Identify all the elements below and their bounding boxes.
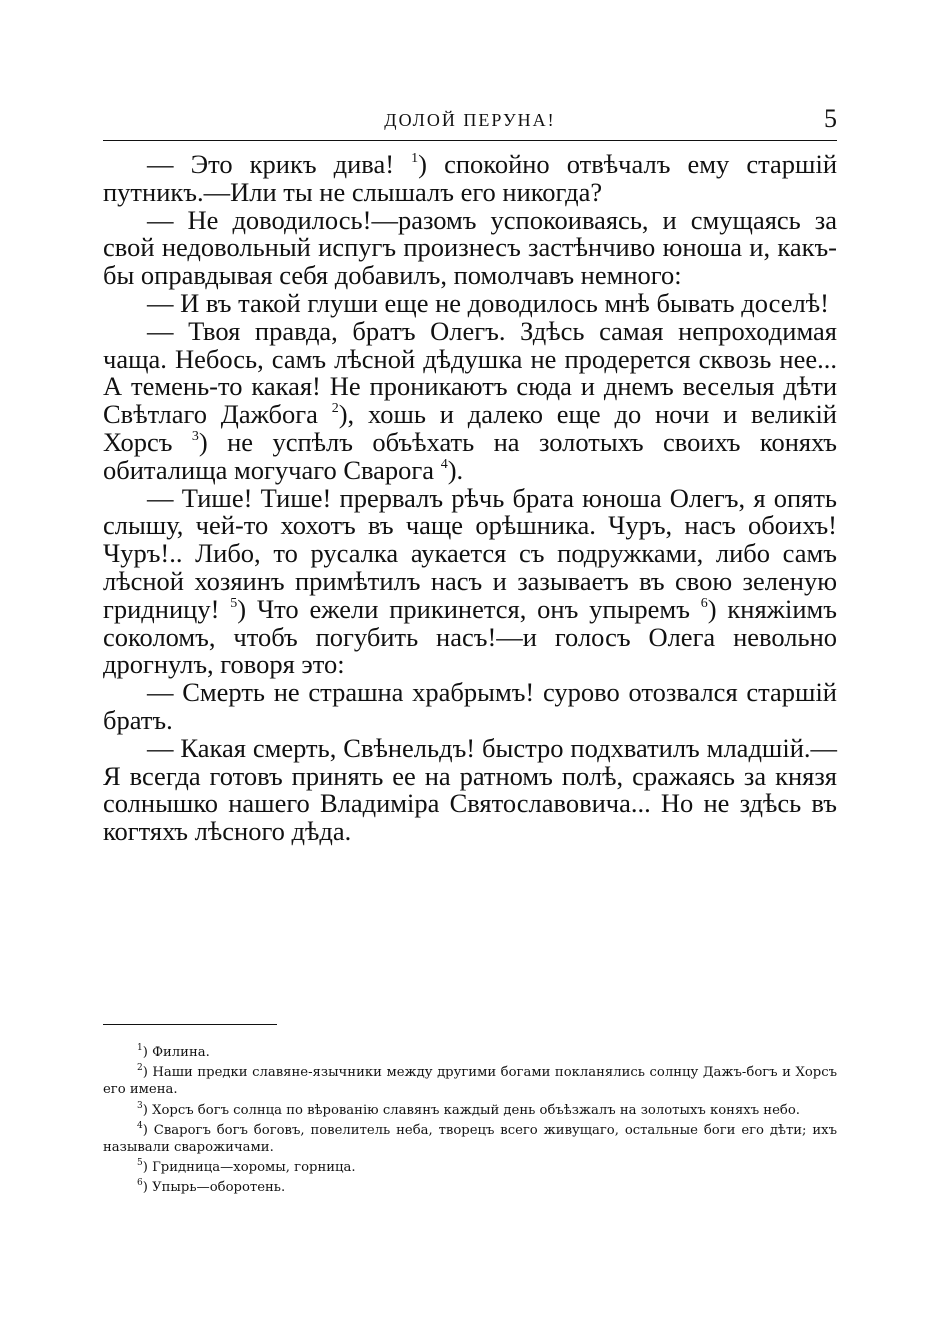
paragraph: [103, 732, 837, 847]
text-run: ) не успѣлъ объѣхать на золотыхъ своихъ коняхъ обиталища могучаго Сварога: [103, 426, 838, 485]
footnote-text: ) Наши предки славяне-язычники между другими богами покланялись солнцу Дажъ-богъ и Хорсъ его имена.: [103, 1065, 837, 1098]
running-header: [103, 104, 837, 136]
footnote-text: ) Филина.: [142, 1045, 210, 1060]
paragraph: [103, 287, 837, 318]
footnote-mark: 5: [137, 1158, 143, 1169]
paragraph: [103, 679, 837, 735]
footnote: [103, 1102, 837, 1119]
footnote-mark: 6: [137, 1178, 143, 1189]
text-run: ), хошь и далеко еще до ночи и великій Хорсъ: [103, 399, 837, 457]
running-title: ДОЛОЙ ПЕРУНА!: [384, 110, 556, 130]
page-number: 5: [824, 104, 837, 133]
text-run: ) спокойно отвѣчалъ ему старшій путникъ.—Или ты не слышалъ его никогда?: [103, 149, 838, 207]
text-run: ) Что ежели прикинется, онъ упыремъ: [237, 593, 701, 624]
paragraph: [103, 151, 837, 207]
footnote: [103, 1064, 837, 1098]
footnote-mark: 3: [137, 1100, 143, 1111]
footnote-mark: 4: [137, 1120, 143, 1131]
text-run: — Тише! Тише! прервалъ рѣчь брата юноша Олегъ, я опять слышу, чей-то хохотъ въ чаще орѣшника. Чуръ, насъ обоихъ! Чуръ!.. Либо, то русалка аукается съ подружками, либо самъ лѣсной хозяинъ примѣтилъ насъ и зазываетъ въ свою зеленую гридницу!: [103, 482, 837, 624]
footnote: [103, 1122, 837, 1156]
footnote-text: ) Гридница—хоромы, горница.: [142, 1160, 356, 1176]
footnote: [103, 1159, 837, 1176]
footnote-rule: [103, 1024, 277, 1025]
main-text: [103, 151, 837, 846]
footnotes: [103, 1044, 837, 1200]
footnote-ref: 5: [230, 595, 238, 611]
footnote-text: ) Упырь—оборотень.: [142, 1180, 286, 1196]
footnote: [103, 1044, 837, 1061]
text-run: — Какая смерть, Свѣнельдъ! быстро подхватилъ младшій.—Я всегда готовъ принять ее на ратномъ полѣ, сражаясь за князя солнышко нашего Владиміра Святославовича... Но не здѣсь въ когтяхъ лѣсного дѣда.: [103, 732, 837, 847]
footnote-text: ) Сварогъ богъ боговъ, повелитель неба, творецъ всего живущаго, остальные боги его дѣти; ихъ называли сварожичами.: [103, 1122, 837, 1156]
footnote-mark: 1: [137, 1043, 143, 1053]
footnote: [103, 1179, 837, 1196]
text-run: — Это крикъ дива!: [147, 149, 412, 179]
footnote-ref: 4: [440, 456, 448, 472]
footnote-text: ) Хорсъ богъ солнца по вѣрованію славянъ каждый день объѣзжалъ на золотыхъ коняхъ небо.: [142, 1102, 800, 1118]
footnote-ref: 1: [411, 151, 419, 166]
header-rule: [103, 140, 837, 141]
text-run: — Твоя правда, братъ Олегъ. Здѣсь самая непроходимая чаща. Небось, самъ лѣсной дѣдушка не продерется сквозь нее... А темень-то какая! Не проникаютъ сюда и днемъ веселыя дѣти Свѣтлаго Дажбога: [103, 315, 837, 430]
text-run: — Не доводилось!—разомъ успокоиваясь, и смущаясь за свой недовольный испугъ произнесъ застѣнчиво юноша и, какъ-бы оправдывая себя добавилъ, помолчавъ немного:: [103, 204, 837, 291]
text-run: ).: [447, 454, 464, 485]
footnote-ref: 2: [331, 401, 339, 417]
footnote-mark: 2: [137, 1063, 143, 1074]
paragraph: [103, 482, 837, 680]
footnote-ref: 3: [191, 428, 199, 444]
footnote-ref: 6: [700, 595, 708, 611]
text-run: — Смерть не страшна храбрымъ! сурово отозвался старшій братъ.: [103, 677, 837, 735]
paragraph: [103, 204, 837, 291]
text-run: — И въ такой глуши еще не доводилось мнѣ бывать доселѣ!: [147, 287, 829, 318]
paragraph: [103, 315, 838, 485]
text-run: ) княжіимъ соколомъ, чтобъ погубить насъ!—и голосъ Олега невольно дрогнулъ, говоря это:: [103, 593, 837, 680]
